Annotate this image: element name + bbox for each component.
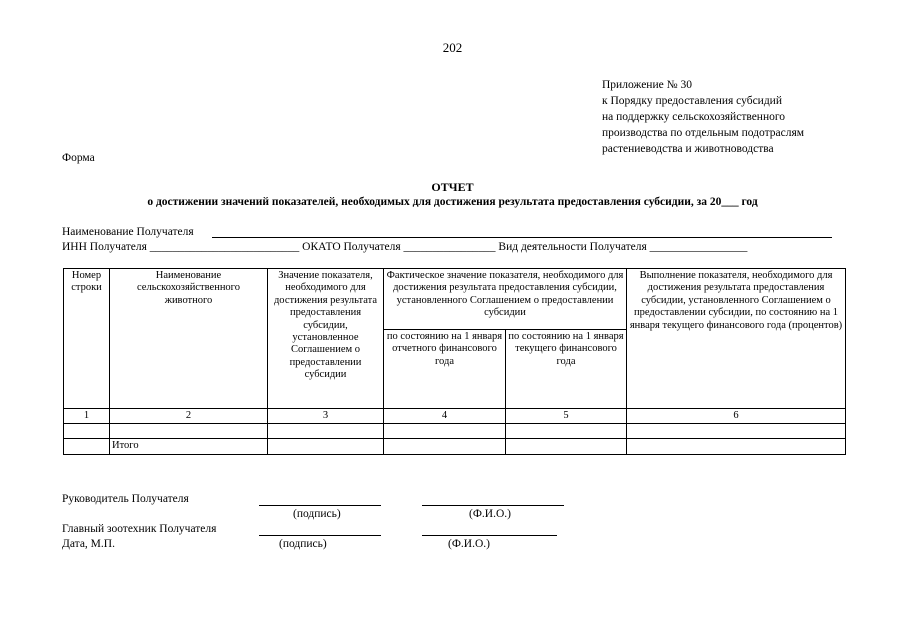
zootech-signature-line: [259, 535, 381, 536]
table-number-row: [64, 409, 846, 424]
table-cell: [64, 439, 110, 454]
table-cell: [384, 439, 506, 454]
page-number: 202: [442, 40, 463, 55]
header-planned-value: Значение показателя, необходимого для достижения результата предоставления субсидии, установленное Соглашением о предоставлении субсидии: [268, 269, 384, 409]
report-subtitle: о достижении значений показателей, необходимых для достижения результата предоставления субсидии, за 20___ год: [147, 196, 758, 208]
total-label: Итого: [110, 439, 268, 454]
header-reporting-year: по состоянию на 1 января отчетного финансового года: [384, 330, 506, 409]
zootech-signature-label: Главный зоотехник Получателя: [62, 523, 217, 535]
table-cell: [506, 439, 627, 454]
recipient-inn-row: ИНН Получателя __________________________ ОКАТО Получателя ________________ Вид деятельности Получателя _________________: [62, 241, 748, 253]
head-signature-label: Руководитель Получателя: [62, 493, 189, 505]
appendix-line: Приложение № 30: [602, 79, 692, 91]
recipient-name-label: Наименование Получателя: [62, 226, 194, 238]
header-row-number: Номер строки: [64, 269, 110, 409]
head-fio-caption: (Ф.И.О.): [469, 508, 511, 520]
table-header-row: [64, 269, 846, 330]
table-cell: [384, 424, 506, 439]
table-cell: [64, 424, 110, 439]
header-actual-value: Фактическое значение показателя, необходимого для достижения результата предоставления субсидии, установленного Соглашением о предоставлении субсидии: [384, 269, 627, 330]
zootech-fio-caption: (Ф.И.О.): [448, 538, 490, 550]
table-cell: [627, 439, 846, 454]
head-fio-line: [422, 505, 564, 506]
appendix-line: на поддержку сельскохозяйственного: [602, 111, 786, 123]
column-number: 3: [268, 409, 384, 424]
column-number: 6: [627, 409, 846, 424]
table-cell: [268, 424, 384, 439]
header-fulfillment: Выполнение показателя, необходимого для достижения результата предоставления субсидии, установленного Соглашением о предоставлении субсидии, по состоянию на 1 января текущего финансового года (процентов): [627, 269, 846, 409]
column-number: 1: [64, 409, 110, 424]
forma-label: Форма: [62, 152, 95, 164]
report-title: ОТЧЕТ: [431, 180, 474, 194]
header-current-year: по состоянию на 1 января текущего финансового года: [506, 330, 627, 409]
head-signature-line: [259, 505, 381, 506]
head-signature-caption: (подпись): [293, 508, 341, 520]
appendix-line: производства по отдельным подотраслям: [602, 127, 805, 139]
table-cell: [627, 424, 846, 439]
date-label: Дата, М.П.: [62, 538, 115, 550]
table-cell: [506, 424, 627, 439]
appendix-line: к Порядку предоставления субсидий: [602, 95, 782, 107]
column-number: 5: [506, 409, 627, 424]
report-table: [63, 268, 846, 455]
table-cell: [110, 424, 268, 439]
table-cell: [268, 439, 384, 454]
table-total-row: [64, 439, 846, 454]
column-number: 2: [110, 409, 268, 424]
column-number: 4: [384, 409, 506, 424]
zootech-fio-line: [422, 535, 557, 536]
recipient-name-line: [212, 237, 832, 238]
appendix-block: [602, 77, 804, 157]
appendix-line: растениеводства и животноводства: [602, 143, 774, 155]
zootech-signature-caption: (подпись): [279, 538, 327, 550]
table-row: [64, 424, 846, 439]
header-animal-name: Наименование сельскохозяйственного животного: [110, 269, 268, 409]
